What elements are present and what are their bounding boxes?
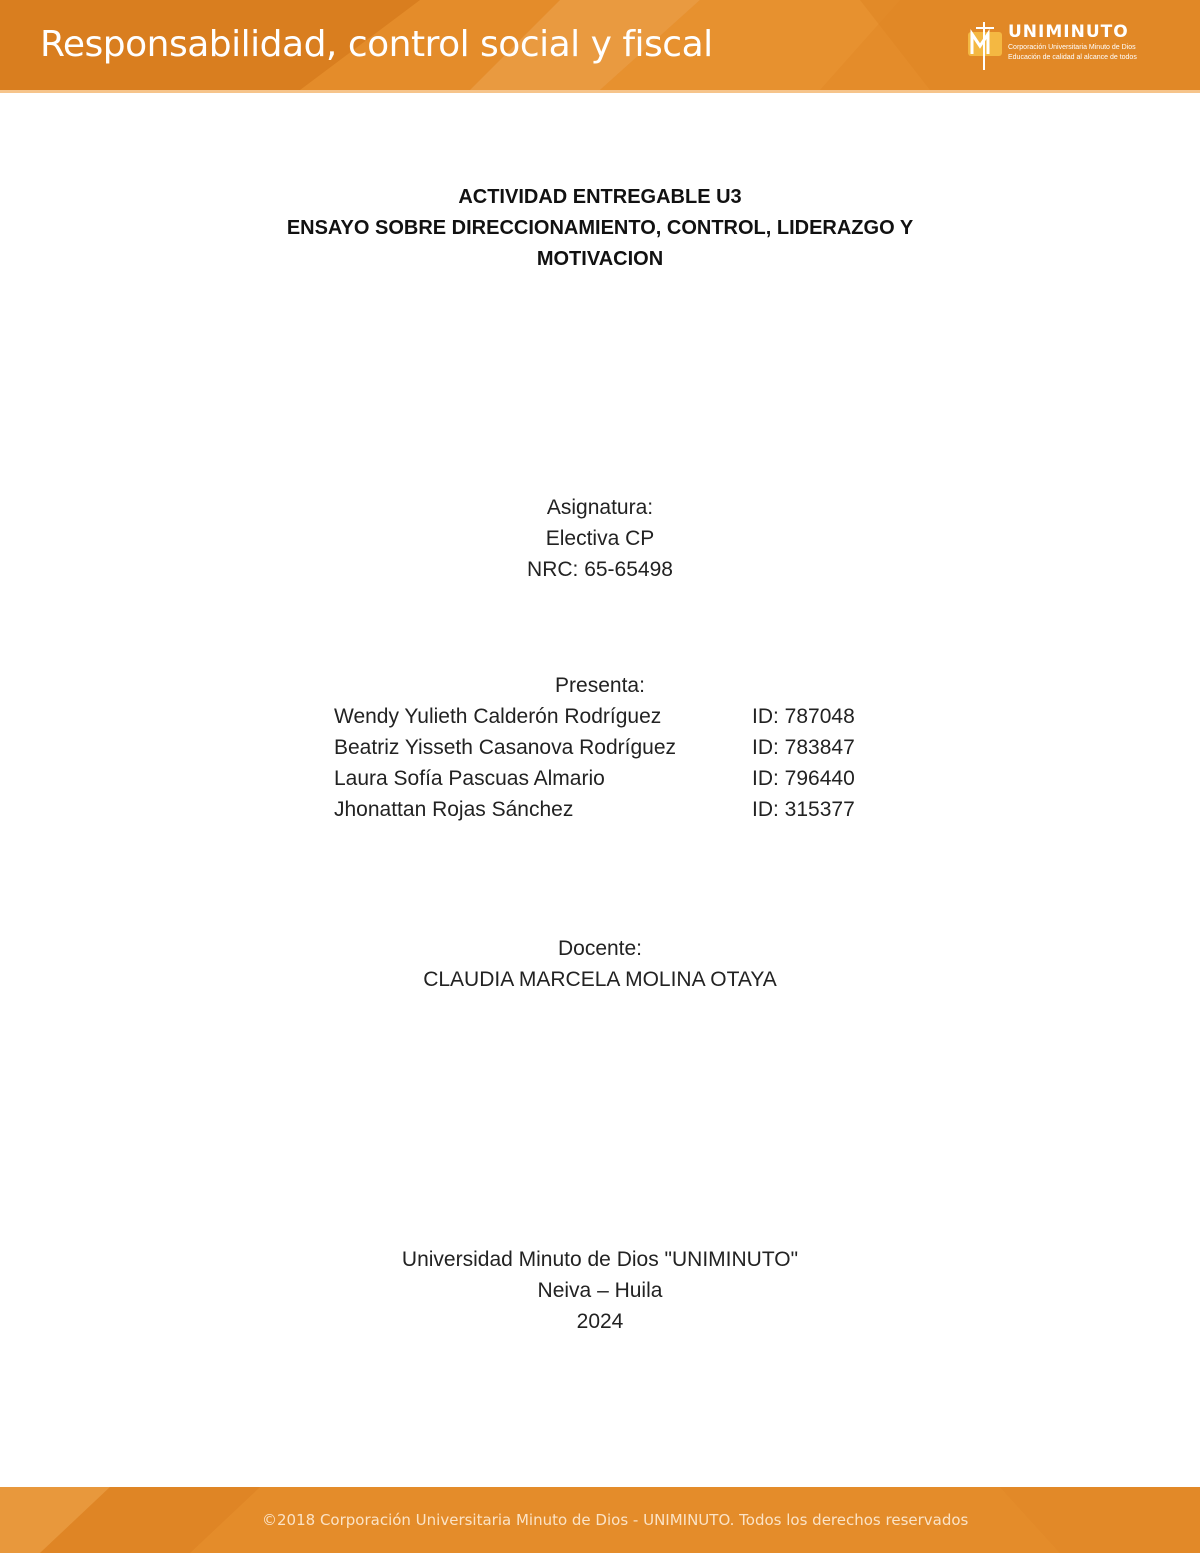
student-id: ID: 787048 <box>752 705 855 728</box>
student-row <box>334 763 874 794</box>
student-name: Laura Sofía Pascuas Almario <box>334 767 605 790</box>
subject-label: Asignatura: <box>546 496 654 519</box>
students-list <box>334 701 874 825</box>
teacher-name: CLAUDIA MARCELA MOLINA OTAYA <box>423 968 777 991</box>
uniminuto-emblem-icon <box>962 18 1006 72</box>
institution-block <box>0 1244 1200 1337</box>
title-line-2: ENSAYO SOBRE DIRECCIONAMIENTO, CONTROL, LIDERAZGO Y <box>286 217 914 239</box>
student-row <box>334 732 874 763</box>
teacher-label: Docente: <box>557 937 643 960</box>
city: Neiva – Huila <box>537 1279 663 1302</box>
page-header <box>0 0 1200 90</box>
university-name: Universidad Minuto de Dios "UNIMINUTO" <box>401 1248 799 1271</box>
student-name: Jhonattan Rojas Sánchez <box>334 798 574 821</box>
student-name: Beatriz Yisseth Casanova Rodríguez <box>334 736 677 759</box>
logo-name: UNIMINUTO <box>1008 22 1129 42</box>
student-id: ID: 315377 <box>752 798 855 821</box>
uniminuto-logo <box>962 18 1162 72</box>
subject-block <box>0 492 1200 585</box>
student-row <box>334 794 874 825</box>
nrc-code: NRC: 65-65498 <box>527 558 673 581</box>
presenta-label: Presenta: <box>555 674 645 697</box>
student-row <box>334 701 874 732</box>
teacher-block <box>0 933 1200 995</box>
student-id: ID: 783847 <box>752 736 855 759</box>
header-title: Responsabilidad, control social y fiscal <box>40 24 713 65</box>
year: 2024 <box>576 1310 624 1333</box>
student-name: Wendy Yulieth Calderón Rodríguez <box>334 705 662 728</box>
title-line-3: MOTIVACION <box>536 248 664 270</box>
footer-copyright: ©2018 Corporación Universitaria Minuto de Dios - UNIMINUTO. Todos los derechos reservados <box>262 1511 969 1529</box>
page-footer <box>0 1487 1200 1553</box>
title-line-1: ACTIVIDAD ENTREGABLE U3 <box>458 186 742 208</box>
logo-subtitle: Corporación Universitaria Minuto de Dios <box>1008 44 1136 51</box>
logo-tagline: Educación de calidad al alcance de todos <box>1008 54 1137 61</box>
header-rule <box>0 90 1200 93</box>
subject-name: Electiva CP <box>545 527 655 550</box>
student-id: ID: 796440 <box>752 767 855 790</box>
document-title <box>0 182 1200 275</box>
